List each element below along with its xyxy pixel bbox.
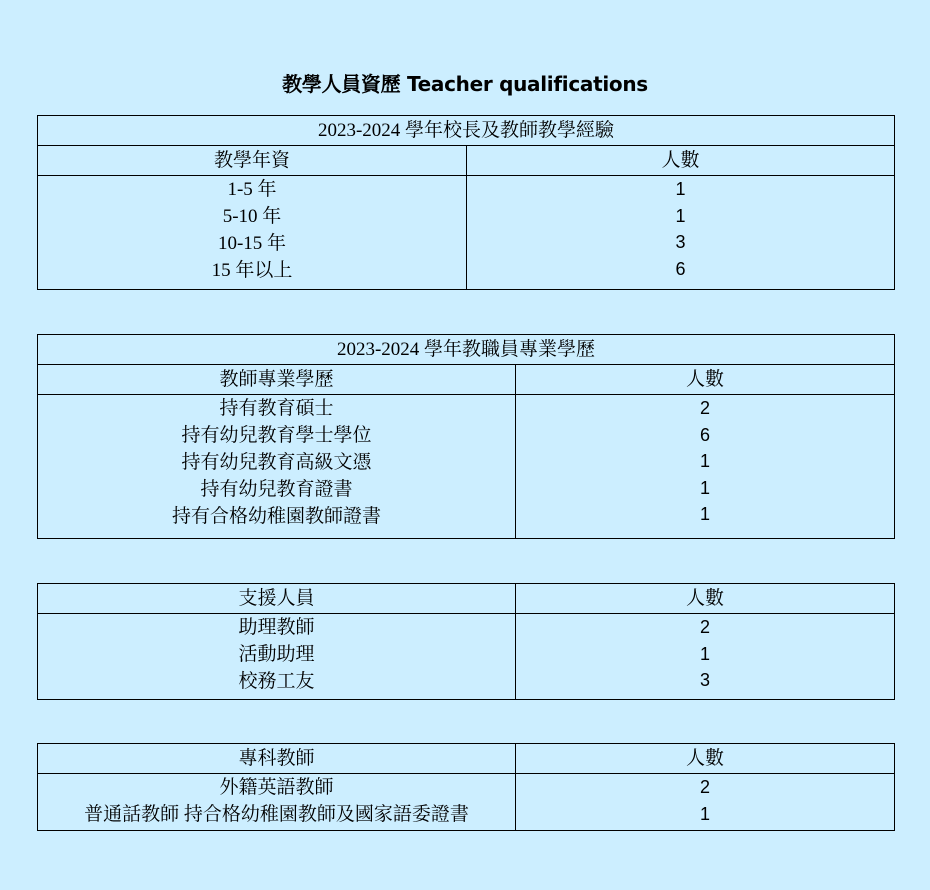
table-header-row — [38, 744, 895, 774]
count-column — [467, 176, 895, 290]
column-header-support-staff: 支援人員 — [38, 584, 516, 614]
list-item: 持有幼兒教育證書 — [200, 479, 353, 500]
table-banner: 2023-2024 學年教職員專業學歷 — [38, 335, 895, 365]
count-value: 1 — [700, 477, 711, 498]
count-value: 3 — [699, 670, 710, 690]
table-body-row — [38, 395, 895, 539]
label-column — [38, 614, 516, 700]
count-value: 6 — [700, 424, 711, 445]
list-item: 持有幼兒教育學士學位 — [181, 425, 372, 446]
count-column — [516, 395, 895, 539]
list-item: 助理教師 — [238, 617, 315, 638]
count-value: 2 — [699, 777, 710, 797]
label-column — [38, 395, 516, 539]
count-column — [516, 774, 895, 831]
table-banner-row — [38, 335, 895, 365]
subject-teachers-table — [37, 743, 895, 831]
table-body-row — [38, 176, 895, 290]
count-value: 1 — [700, 504, 711, 524]
table-body-row — [38, 614, 895, 700]
label-column — [38, 774, 516, 831]
column-header-subject-teachers: 專科教師 — [38, 744, 516, 774]
count-value: 1 — [675, 205, 686, 226]
professional-qualifications-table — [37, 334, 895, 539]
column-header-count: 人數 — [467, 146, 895, 176]
table-body-row — [38, 774, 895, 831]
support-staff-table — [37, 583, 895, 700]
list-item: 普通話教師 持合格幼稚園教師及國家語委證書 — [84, 804, 469, 825]
page-title: 教學人員資歷 Teacher qualifications — [282, 72, 648, 96]
list-item: 活動助理 — [238, 644, 315, 665]
table-header-row — [38, 584, 895, 614]
count-value: 1 — [675, 179, 686, 199]
count-value: 2 — [699, 617, 710, 637]
table-banner-row — [38, 116, 895, 146]
list-item: 1-5 年 — [227, 179, 277, 200]
count-value: 1 — [699, 643, 710, 664]
column-header-years: 教學年資 — [38, 146, 467, 176]
list-item: 10-15 年 — [217, 233, 287, 254]
table-header-row — [38, 365, 895, 395]
list-item: 5-10 年 — [222, 206, 282, 227]
list-item: 持有合格幼稚園教師證書 — [171, 506, 381, 527]
table-header-row — [38, 146, 895, 176]
column-header-count: 人數 — [516, 584, 895, 614]
count-value: 2 — [700, 398, 711, 418]
count-value: 1 — [700, 451, 711, 471]
label-column — [38, 176, 467, 290]
count-column — [516, 614, 895, 700]
column-header-count: 人數 — [516, 744, 895, 774]
teaching-experience-table — [37, 115, 895, 290]
list-item: 校務工友 — [238, 671, 315, 692]
list-item: 外籍英語教師 — [219, 777, 334, 798]
count-value: 1 — [699, 803, 710, 824]
count-value: 3 — [675, 232, 686, 252]
count-value: 6 — [675, 258, 686, 279]
column-header-count: 人數 — [516, 365, 895, 395]
list-item: 持有教育碩士 — [219, 398, 334, 419]
list-item: 持有幼兒教育高級文憑 — [181, 452, 372, 473]
column-header-qualification: 教師專業學歷 — [38, 365, 516, 395]
table-banner: 2023-2024 學年校長及教師教學經驗 — [38, 116, 895, 146]
list-item: 15 年以上 — [211, 260, 293, 281]
